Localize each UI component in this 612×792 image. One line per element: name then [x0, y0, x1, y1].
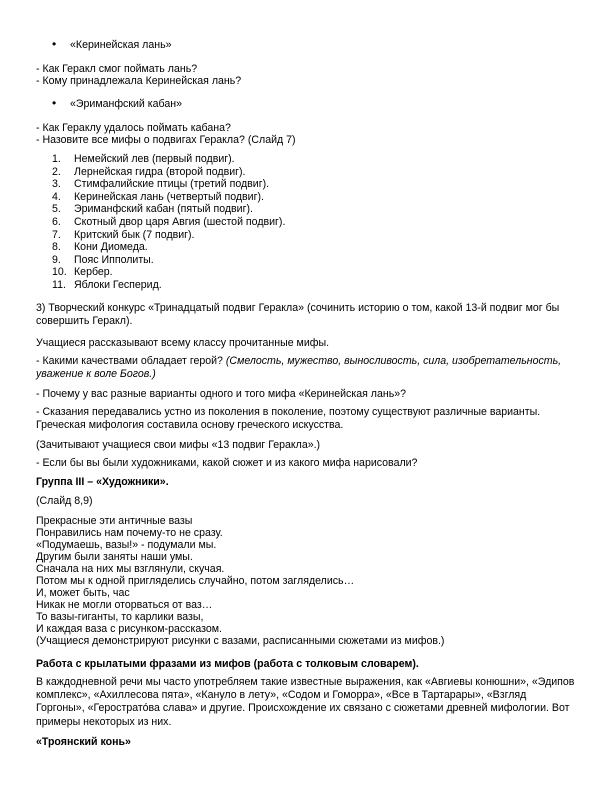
- poem-line: Прекрасные эти античные вазы: [36, 515, 193, 527]
- labor-item: 10. Кербер.: [52, 266, 113, 279]
- slides-note: (Слайд 8,9): [36, 495, 93, 507]
- poem-line: То вазы-гиганты, то карлики вазы,: [36, 611, 204, 623]
- artists-question: - Если бы вы были художниками, какой сюжет и из какого мифа нарисовали?: [36, 457, 418, 469]
- question-line: - Кому принадлежала Керинейская лань?: [36, 75, 242, 87]
- phrases-paragraph: В каждодневной речи мы часто употребляем такие известные выражения, как «Авгиевы конюшни», «Эдипов комплекс», «Ахиллесова пята», «Кануло в лету», «Содом и Гоморра», «Все в Тартарары», «Взгляд Горгоны», «Герострато́ва слава» и другие. Происхождение их связано с сюжетами древней мифологии. Вот примеры некоторых из них.: [36, 676, 575, 728]
- labor-item: 8. Кони Диомеда.: [52, 241, 148, 254]
- bullet-kerynitian-hind: [52, 38, 572, 52]
- labor-item: 6. Скотный двор царя Авгия (шестой подвиг).: [52, 215, 286, 228]
- creative-contest: 3) Творческий конкурс «Тринадцатый подвиг Геракла» (сочинить историю о том, какой 13-й подвиг мог бы совершить Геракл).: [36, 302, 560, 328]
- labor-item: 3. Стимфалийские птицы (третий подвиг).: [52, 178, 270, 191]
- bullet-text: «Керинейская лань»: [70, 39, 172, 51]
- labor-item: 11. Яблоки Гесперид.: [52, 278, 162, 291]
- poem-line: Потом мы к одной пригляделись случайно, потом загляделись…: [36, 575, 355, 587]
- bullet-erymanthian-boar: [52, 97, 572, 111]
- variants-answer: - Сказания передавались устно из поколения в поколение, поэтому существуют различные варианты. Греческая мифология составила основу греческого искусства.: [36, 406, 541, 432]
- questions-boar: [36, 122, 576, 146]
- qualities-paragraph: [36, 355, 576, 381]
- variants-question: - Почему у вас разные варианты одного и того мифа «Керинейская лань»?: [36, 388, 406, 400]
- questions-hind: [36, 63, 576, 87]
- labor-item: 1. Немейский лев (первый подвиг).: [52, 153, 235, 165]
- qualities-answer: (Смелость, мужество, выносливость, сила, изобретательность, уважение к воле Богов.): [36, 355, 562, 381]
- bullet-icon: •: [52, 96, 57, 110]
- trojan-horse-heading: «Троянский конь»: [36, 736, 131, 748]
- poem-line: Понравились нам почему-то не сразу.: [36, 527, 223, 539]
- poem-line: Другим были заняты наши умы.: [36, 551, 193, 563]
- question-line: - Как Геракл смог поймать лань?: [36, 63, 198, 75]
- group-heading: Группа III – «Художники».: [36, 476, 169, 488]
- poem-line: И каждая ваза с рисунком-рассказом.: [36, 623, 222, 635]
- bullet-icon: •: [52, 37, 57, 51]
- labor-item: 9. Пояс Ипполиты.: [52, 253, 154, 266]
- bullet-text: «Эриманфский кабан»: [70, 98, 182, 110]
- poem-line: И, может быть, час: [36, 587, 130, 599]
- poem-line: (Учащиеся демонстрируют рисунки с вазами, расписанными сюжетами из мифов.): [36, 635, 445, 647]
- labor-item: 4. Керинейская лань (четвертый подвиг).: [52, 190, 264, 203]
- question-line: - Как Гераклу удалось поймать кабана?: [36, 122, 231, 134]
- qualities-question: - Какими качествами обладает герой?: [36, 355, 226, 367]
- poem-line: Никак не могли оторваться от ваз…: [36, 599, 213, 611]
- poem-line: «Подумаешь, вазы!» - подумали мы.: [36, 539, 217, 551]
- labor-item: 2. Лернейская гидра (второй подвиг).: [52, 165, 246, 178]
- labor-item: 5. Эриманфский кабан (пятый подвиг).: [52, 203, 253, 216]
- students-tell: Учащиеся рассказывают всему классу прочитанные мифы.: [36, 337, 330, 349]
- question-line: - Назовите все мифы о подвигах Геракла? (Слайд 7): [36, 134, 296, 146]
- labors-list: [52, 153, 572, 292]
- phrases-heading: Работа с крылатыми фразами из мифов (работа с толковым словарем).: [36, 658, 419, 670]
- read-myths-note: (Зачитывают учащиеся свои мифы «13 подвиг Геракла».): [36, 439, 321, 451]
- labor-item: 7. Критский бык (7 подвиг).: [52, 228, 195, 241]
- poem-line: Сначала на них мы взглянули, скучая.: [36, 563, 225, 575]
- vase-poem: [36, 515, 576, 647]
